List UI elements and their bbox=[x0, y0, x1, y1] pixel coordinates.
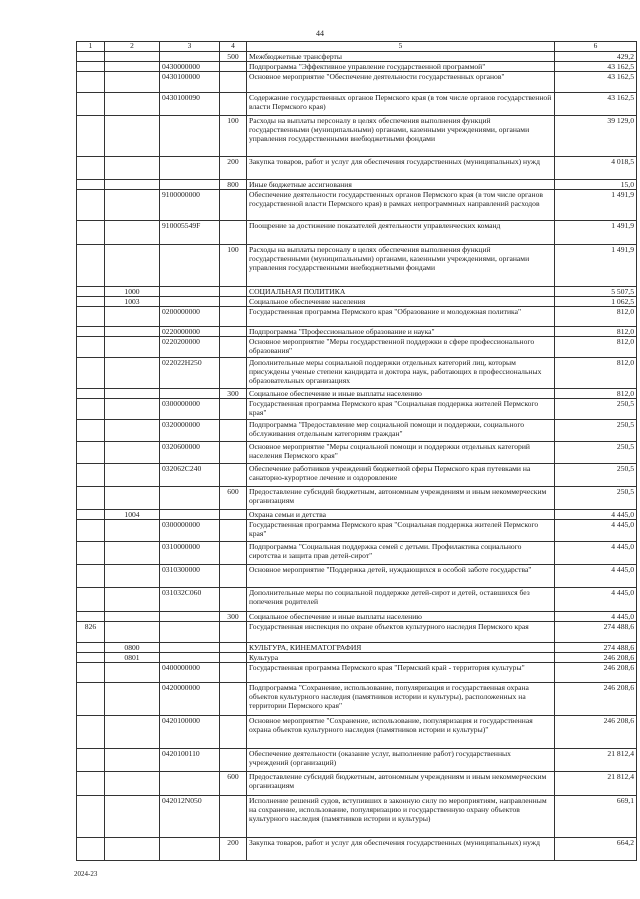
section-code-cell bbox=[105, 838, 160, 861]
target-article-cell bbox=[160, 287, 220, 297]
amount-cell: 4 445,0 bbox=[555, 510, 637, 520]
ministry-code-cell bbox=[77, 389, 105, 399]
expense-type-cell bbox=[220, 663, 247, 683]
target-article-cell bbox=[160, 180, 220, 190]
table-row bbox=[77, 337, 637, 358]
amount-cell: 4 445,0 bbox=[555, 520, 637, 542]
description-cell: Государственная программа Пермского края "Образование и молодежная политика" bbox=[247, 307, 555, 327]
table-header-row bbox=[77, 42, 637, 52]
expense-type-cell: 600 bbox=[220, 487, 247, 510]
target-article-cell bbox=[160, 52, 220, 62]
target-article-cell bbox=[160, 297, 220, 307]
target-article-cell: 031032С060 bbox=[160, 588, 220, 612]
ministry-code-cell: 826 bbox=[77, 622, 105, 643]
section-code-cell bbox=[105, 245, 160, 287]
amount-cell: 250,5 bbox=[555, 420, 637, 442]
description-cell: Обеспечение деятельности (оказание услуг, выполнение работ) государственных учреждений (организаций) bbox=[247, 749, 555, 772]
target-article-cell: 042012N050 bbox=[160, 796, 220, 838]
target-article-cell bbox=[160, 510, 220, 520]
ministry-code-cell bbox=[77, 297, 105, 307]
amount-cell: 250,5 bbox=[555, 442, 637, 464]
table-row bbox=[77, 307, 637, 327]
description-cell: Закупка товаров, работ и услуг для обеспечения государственных (муниципальных) нужд bbox=[247, 838, 555, 861]
description-cell: Дополнительные меры по социальной поддержке детей-сирот и детей, оставшихся без попечения родителей bbox=[247, 588, 555, 612]
table-row bbox=[77, 487, 637, 510]
description-cell: Государственная инспекция по охране объектов культурного наследия Пермского края bbox=[247, 622, 555, 643]
ministry-code-cell bbox=[77, 838, 105, 861]
ministry-code-cell bbox=[77, 683, 105, 716]
ministry-code-cell bbox=[77, 327, 105, 337]
ministry-code-cell bbox=[77, 542, 105, 565]
description-cell: Государственная программа Пермского края "Социальная поддержка жителей Пермского края" bbox=[247, 520, 555, 542]
table-row bbox=[77, 52, 637, 62]
expense-type-cell bbox=[220, 653, 247, 663]
section-code-cell bbox=[105, 487, 160, 510]
amount-cell: 812,0 bbox=[555, 358, 637, 389]
amount-cell: 15,0 bbox=[555, 180, 637, 190]
expense-type-cell bbox=[220, 510, 247, 520]
target-article-cell: 9100000000 bbox=[160, 190, 220, 221]
table-row bbox=[77, 442, 637, 464]
target-article-cell bbox=[160, 838, 220, 861]
amount-cell: 1 491,9 bbox=[555, 190, 637, 221]
description-cell: Предоставление субсидий бюджетным, автономным учреждениям и иным некоммерческим организациям bbox=[247, 487, 555, 510]
expense-type-cell: 200 bbox=[220, 157, 247, 180]
amount-cell: 246 208,6 bbox=[555, 653, 637, 663]
expense-type-cell bbox=[220, 442, 247, 464]
description-cell: Поощрение за достижение показателей деятельности управленческих команд bbox=[247, 221, 555, 245]
expense-type-cell bbox=[220, 337, 247, 358]
table-row bbox=[77, 389, 637, 399]
amount-cell: 246 208,6 bbox=[555, 716, 637, 749]
table-row bbox=[77, 520, 637, 542]
page-number: 44 bbox=[316, 29, 324, 38]
expense-type-cell bbox=[220, 749, 247, 772]
section-code-cell bbox=[105, 327, 160, 337]
ministry-code-cell bbox=[77, 612, 105, 622]
table-row bbox=[77, 612, 637, 622]
section-code-cell bbox=[105, 749, 160, 772]
header-cell-1: 1 bbox=[77, 42, 105, 52]
expense-type-cell bbox=[220, 796, 247, 838]
table-row bbox=[77, 93, 637, 116]
table-row bbox=[77, 622, 637, 643]
description-cell: Основное мероприятие "Сохранение, использование, популяризация и государственная охрана объектов культурного наследия (памятников истории и культуры)" bbox=[247, 716, 555, 749]
ministry-code-cell bbox=[77, 287, 105, 297]
expense-type-cell: 300 bbox=[220, 612, 247, 622]
amount-cell: 664,2 bbox=[555, 838, 637, 861]
description-cell: Обеспечение деятельности государственных органов Пермского края (в том числе органов государственной власти Пермского края) в рамках непрограммных направлений расходов bbox=[247, 190, 555, 221]
target-article-cell: 0300000000 bbox=[160, 399, 220, 420]
description-cell: Охрана семьи и детства bbox=[247, 510, 555, 520]
section-code-cell bbox=[105, 772, 160, 796]
table-row bbox=[77, 62, 637, 72]
expense-type-cell bbox=[220, 399, 247, 420]
amount-cell: 1 491,9 bbox=[555, 221, 637, 245]
description-cell: Государственная программа Пермского края "Пермский край - территория культуры" bbox=[247, 663, 555, 683]
ministry-code-cell bbox=[77, 772, 105, 796]
expense-type-cell: 500 bbox=[220, 52, 247, 62]
table-row bbox=[77, 420, 637, 442]
expense-type-cell bbox=[220, 565, 247, 588]
expense-type-cell bbox=[220, 190, 247, 221]
expense-type-cell: 200 bbox=[220, 838, 247, 861]
ministry-code-cell bbox=[77, 116, 105, 157]
expense-type-cell bbox=[220, 588, 247, 612]
amount-cell: 246 208,6 bbox=[555, 663, 637, 683]
ministry-code-cell bbox=[77, 487, 105, 510]
target-article-cell: 0200000000 bbox=[160, 307, 220, 327]
target-article-cell: 0430000000 bbox=[160, 62, 220, 72]
amount-cell: 4 445,0 bbox=[555, 612, 637, 622]
section-code-cell bbox=[105, 464, 160, 487]
amount-cell: 250,5 bbox=[555, 464, 637, 487]
section-code-cell bbox=[105, 93, 160, 116]
section-code-cell: 1004 bbox=[105, 510, 160, 520]
section-code-cell bbox=[105, 542, 160, 565]
section-code-cell bbox=[105, 358, 160, 389]
target-article-cell bbox=[160, 622, 220, 643]
amount-cell: 246 208,6 bbox=[555, 683, 637, 716]
section-code-cell bbox=[105, 190, 160, 221]
amount-cell: 1 491,9 bbox=[555, 245, 637, 287]
target-article-cell: 0220200000 bbox=[160, 337, 220, 358]
section-code-cell: 1000 bbox=[105, 287, 160, 297]
section-code-cell bbox=[105, 565, 160, 588]
target-article-cell: 0300000000 bbox=[160, 520, 220, 542]
amount-cell: 43 162,5 bbox=[555, 93, 637, 116]
description-cell: Содержание государственных органов Пермского края (в том числе органов государственной власти Пермского края) bbox=[247, 93, 555, 116]
description-cell: Основное мероприятие "Меры социальной помощи и поддержки отдельных категорий населения Пермского края" bbox=[247, 442, 555, 464]
expense-type-cell: 100 bbox=[220, 116, 247, 157]
budget-table bbox=[76, 41, 637, 861]
description-cell: Социальное обеспечение и иные выплаты населению bbox=[247, 612, 555, 622]
ministry-code-cell bbox=[77, 442, 105, 464]
ministry-code-cell bbox=[77, 653, 105, 663]
description-cell: Дополнительные меры социальной поддержки отдельных категорий лиц, которым присуждены ученые степени кандидата и доктора наук, работающих в профессиональных образовательных организациях bbox=[247, 358, 555, 389]
description-cell: Социальное обеспечение населения bbox=[247, 297, 555, 307]
expense-type-cell bbox=[220, 287, 247, 297]
expense-type-cell: 800 bbox=[220, 180, 247, 190]
ministry-code-cell bbox=[77, 520, 105, 542]
expense-type-cell bbox=[220, 358, 247, 389]
description-cell: Культура bbox=[247, 653, 555, 663]
expense-type-cell bbox=[220, 420, 247, 442]
section-code-cell bbox=[105, 72, 160, 93]
header-cell-6: 6 bbox=[555, 42, 637, 52]
section-code-cell bbox=[105, 221, 160, 245]
amount-cell: 812,0 bbox=[555, 307, 637, 327]
header-cell-5: 5 bbox=[247, 42, 555, 52]
amount-cell: 812,0 bbox=[555, 337, 637, 358]
amount-cell: 812,0 bbox=[555, 327, 637, 337]
ministry-code-cell bbox=[77, 588, 105, 612]
target-article-cell bbox=[160, 487, 220, 510]
amount-cell: 429,2 bbox=[555, 52, 637, 62]
table-row bbox=[77, 116, 637, 157]
ministry-code-cell bbox=[77, 663, 105, 683]
description-cell: Межбюджетные трансферты bbox=[247, 52, 555, 62]
ministry-code-cell bbox=[77, 464, 105, 487]
section-code-cell bbox=[105, 389, 160, 399]
table-row bbox=[77, 749, 637, 772]
target-article-cell bbox=[160, 157, 220, 180]
amount-cell: 250,5 bbox=[555, 487, 637, 510]
table-row bbox=[77, 772, 637, 796]
description-cell: Основное мероприятие "Меры государственной поддержки в сфере профессионального образования" bbox=[247, 337, 555, 358]
table-row bbox=[77, 663, 637, 683]
section-code-cell bbox=[105, 683, 160, 716]
expense-type-cell bbox=[220, 622, 247, 643]
expense-type-cell bbox=[220, 716, 247, 749]
ministry-code-cell bbox=[77, 221, 105, 245]
ministry-code-cell bbox=[77, 749, 105, 772]
section-code-cell bbox=[105, 337, 160, 358]
table-row bbox=[77, 221, 637, 245]
target-article-cell: 0430100000 bbox=[160, 72, 220, 93]
table-row bbox=[77, 565, 637, 588]
amount-cell: 4 445,0 bbox=[555, 565, 637, 588]
target-article-cell: 0320000000 bbox=[160, 420, 220, 442]
section-code-cell bbox=[105, 622, 160, 643]
ministry-code-cell bbox=[77, 245, 105, 287]
table-row bbox=[77, 327, 637, 337]
amount-cell: 274 488,6 bbox=[555, 643, 637, 653]
target-article-cell: 0420100000 bbox=[160, 716, 220, 749]
table-row bbox=[77, 297, 637, 307]
description-cell: Расходы на выплаты персоналу в целях обеспечения выполнения функций государственными (муниципальными) органами, казенными учреждениями, органами управления государственными внебюджетными фондами bbox=[247, 245, 555, 287]
table-row bbox=[77, 838, 637, 861]
expense-type-cell bbox=[220, 643, 247, 653]
target-article-cell: 0420100110 bbox=[160, 749, 220, 772]
description-cell: Подпрограмма "Предоставление мер социальной помощи и поддержки, социального обслуживания отдельным категориям граждан" bbox=[247, 420, 555, 442]
description-cell: Подпрограмма "Сохранение, использование, популяризация и государственная охрана объектов культурного наследия (памятников истории и культуры), расположенных на территории Пермского края" bbox=[247, 683, 555, 716]
section-code-cell bbox=[105, 796, 160, 838]
ministry-code-cell bbox=[77, 93, 105, 116]
description-cell: СОЦИАЛЬНАЯ ПОЛИТИКА bbox=[247, 287, 555, 297]
section-code-cell bbox=[105, 520, 160, 542]
expense-type-cell bbox=[220, 307, 247, 327]
description-cell: Основное мероприятие "Поддержка детей, нуждающихся в особой заботе государства" bbox=[247, 565, 555, 588]
expense-type-cell bbox=[220, 683, 247, 716]
section-code-cell bbox=[105, 180, 160, 190]
section-code-cell bbox=[105, 588, 160, 612]
description-cell: Подпрограмма "Эффективное управление государственной программой" bbox=[247, 62, 555, 72]
section-code-cell bbox=[105, 157, 160, 180]
table-row bbox=[77, 190, 637, 221]
target-article-cell: 0310000000 bbox=[160, 542, 220, 565]
expense-type-cell bbox=[220, 221, 247, 245]
table-row bbox=[77, 796, 637, 838]
amount-cell: 4 445,0 bbox=[555, 542, 637, 565]
expense-type-cell bbox=[220, 62, 247, 72]
section-code-cell: 0800 bbox=[105, 643, 160, 653]
table-row bbox=[77, 716, 637, 749]
expense-type-cell bbox=[220, 327, 247, 337]
table-row bbox=[77, 464, 637, 487]
description-cell: Обеспечение работников учреждений бюджетной сферы Пермского края путевками на санаторно-курортное лечение и оздоровление bbox=[247, 464, 555, 487]
expense-type-cell: 100 bbox=[220, 245, 247, 287]
amount-cell: 812,0 bbox=[555, 389, 637, 399]
footer-code: 2024-23 bbox=[74, 870, 98, 878]
description-cell: Исполнение решений судов, вступивших в законную силу по мероприятиям, направленным на сохранение, использование, популяризацию и государственную охрану объектов культурного наследия (памятников истории и культуры) bbox=[247, 796, 555, 838]
table-row bbox=[77, 399, 637, 420]
amount-cell: 1 062,5 bbox=[555, 297, 637, 307]
expense-type-cell bbox=[220, 72, 247, 93]
ministry-code-cell bbox=[77, 358, 105, 389]
target-article-cell bbox=[160, 245, 220, 287]
ministry-code-cell bbox=[77, 180, 105, 190]
expense-type-cell bbox=[220, 464, 247, 487]
ministry-code-cell bbox=[77, 62, 105, 72]
ministry-code-cell bbox=[77, 157, 105, 180]
section-code-cell bbox=[105, 420, 160, 442]
amount-cell: 5 507,5 bbox=[555, 287, 637, 297]
target-article-cell bbox=[160, 772, 220, 796]
section-code-cell bbox=[105, 62, 160, 72]
table-row bbox=[77, 157, 637, 180]
target-article-cell: 0420000000 bbox=[160, 683, 220, 716]
table-row bbox=[77, 588, 637, 612]
target-article-cell: 0310300000 bbox=[160, 565, 220, 588]
expense-type-cell bbox=[220, 93, 247, 116]
expense-type-cell: 300 bbox=[220, 389, 247, 399]
ministry-code-cell bbox=[77, 190, 105, 221]
target-article-cell bbox=[160, 389, 220, 399]
amount-cell: 250,5 bbox=[555, 399, 637, 420]
section-code-cell bbox=[105, 52, 160, 62]
target-article-cell bbox=[160, 653, 220, 663]
section-code-cell bbox=[105, 442, 160, 464]
amount-cell: 21 812,4 bbox=[555, 749, 637, 772]
description-cell: Подпрограмма "Социальная поддержка семей с детьми. Профилактика социального сиротства и защита прав детей-сирот" bbox=[247, 542, 555, 565]
section-code-cell bbox=[105, 116, 160, 157]
ministry-code-cell bbox=[77, 510, 105, 520]
target-article-cell: 0400000000 bbox=[160, 663, 220, 683]
ministry-code-cell bbox=[77, 337, 105, 358]
target-article-cell: 0220000000 bbox=[160, 327, 220, 337]
description-cell: Иные бюджетные ассигнования bbox=[247, 180, 555, 190]
ministry-code-cell bbox=[77, 399, 105, 420]
target-article-cell bbox=[160, 643, 220, 653]
expense-type-cell bbox=[220, 297, 247, 307]
description-cell: Основное мероприятие "Обеспечение деятельности государственных органов" bbox=[247, 72, 555, 93]
table-row bbox=[77, 510, 637, 520]
description-cell: Социальное обеспечение и иные выплаты населению bbox=[247, 389, 555, 399]
table-row bbox=[77, 245, 637, 287]
table-row bbox=[77, 643, 637, 653]
ministry-code-cell bbox=[77, 420, 105, 442]
target-article-cell bbox=[160, 116, 220, 157]
target-article-cell: 032062С240 bbox=[160, 464, 220, 487]
ministry-code-cell bbox=[77, 565, 105, 588]
description-cell: Расходы на выплаты персоналу в целях обеспечения выполнения функций государственными (муниципальными) органами, казенными учреждениями, органами управления государственными внебюджетными фондами bbox=[247, 116, 555, 157]
section-code-cell bbox=[105, 716, 160, 749]
header-cell-4: 4 bbox=[220, 42, 247, 52]
table-row bbox=[77, 542, 637, 565]
section-code-cell: 0801 bbox=[105, 653, 160, 663]
section-code-cell bbox=[105, 663, 160, 683]
table-row bbox=[77, 72, 637, 93]
amount-cell: 274 488,6 bbox=[555, 622, 637, 643]
section-code-cell bbox=[105, 612, 160, 622]
ministry-code-cell bbox=[77, 716, 105, 749]
amount-cell: 39 129,0 bbox=[555, 116, 637, 157]
amount-cell: 21 812,4 bbox=[555, 772, 637, 796]
expense-type-cell bbox=[220, 520, 247, 542]
ministry-code-cell bbox=[77, 72, 105, 93]
table-row bbox=[77, 683, 637, 716]
ministry-code-cell bbox=[77, 307, 105, 327]
header-cell-3: 3 bbox=[160, 42, 220, 52]
amount-cell: 669,1 bbox=[555, 796, 637, 838]
target-article-cell bbox=[160, 612, 220, 622]
section-code-cell bbox=[105, 307, 160, 327]
description-cell: Подпрограмма "Профессиональное образование и наука" bbox=[247, 327, 555, 337]
target-article-cell: 0320600000 bbox=[160, 442, 220, 464]
header-cell-2: 2 bbox=[105, 42, 160, 52]
amount-cell: 4 018,5 bbox=[555, 157, 637, 180]
target-article-cell: 022022Н250 bbox=[160, 358, 220, 389]
section-code-cell: 1003 bbox=[105, 297, 160, 307]
table-row bbox=[77, 180, 637, 190]
expense-type-cell: 600 bbox=[220, 772, 247, 796]
table-row bbox=[77, 287, 637, 297]
description-cell: Предоставление субсидий бюджетным, автономным учреждениям и иным некоммерческим организациям bbox=[247, 772, 555, 796]
ministry-code-cell bbox=[77, 796, 105, 838]
section-code-cell bbox=[105, 399, 160, 420]
description-cell: Закупка товаров, работ и услуг для обеспечения государственных (муниципальных) нужд bbox=[247, 157, 555, 180]
amount-cell: 4 445,0 bbox=[555, 588, 637, 612]
ministry-code-cell bbox=[77, 52, 105, 62]
table-row bbox=[77, 358, 637, 389]
target-article-cell: 0430100090 bbox=[160, 93, 220, 116]
description-cell: КУЛЬТУРА, КИНЕМАТОГРАФИЯ bbox=[247, 643, 555, 653]
ministry-code-cell bbox=[77, 643, 105, 653]
description-cell: Государственная программа Пермского края "Социальная поддержка жителей Пермского края" bbox=[247, 399, 555, 420]
expense-type-cell bbox=[220, 542, 247, 565]
amount-cell: 43 162,5 bbox=[555, 62, 637, 72]
table-row bbox=[77, 653, 637, 663]
target-article-cell: 910005549F bbox=[160, 221, 220, 245]
amount-cell: 43 162,5 bbox=[555, 72, 637, 93]
